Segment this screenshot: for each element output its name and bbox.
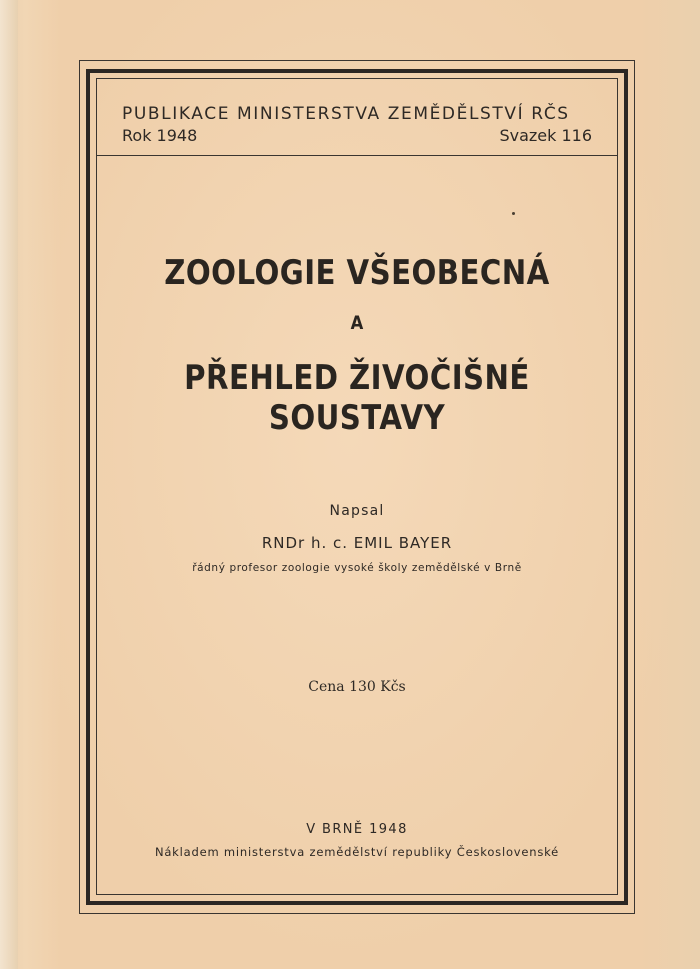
publication-year: Rok 1948 [122, 126, 198, 145]
imprint-publisher: Nákladem ministerstva zemědělství republiky Československé [154, 845, 560, 859]
title-conjunction: A [350, 312, 364, 334]
header-divider [96, 155, 618, 156]
cover-spine-edge [0, 0, 18, 969]
written-by-label: Napsal [329, 503, 385, 519]
title-line-2: PŘEHLED ŽIVOČIŠNÉ SOUSTAVY [184, 358, 530, 438]
imprint-place-year: V BRNĚ 1948 [306, 822, 408, 837]
author-name: RNDr h. c. EMIL BAYER [261, 534, 453, 552]
author-affiliation: řádný profesor zoologie vysoké školy zemědělské v Brně [192, 562, 522, 574]
publication-series: PUBLIKACE MINISTERSTVA ZEMĚDĚLSTVÍ RČS [122, 104, 570, 124]
paper-speck [512, 212, 515, 215]
title-line-1: ZOOLOGIE VŠEOBECNÁ [164, 253, 550, 293]
price-label: Cena 130 Kčs [308, 679, 406, 695]
volume-number: Svazek 116 [499, 126, 592, 145]
inner-frame-border [96, 78, 618, 895]
